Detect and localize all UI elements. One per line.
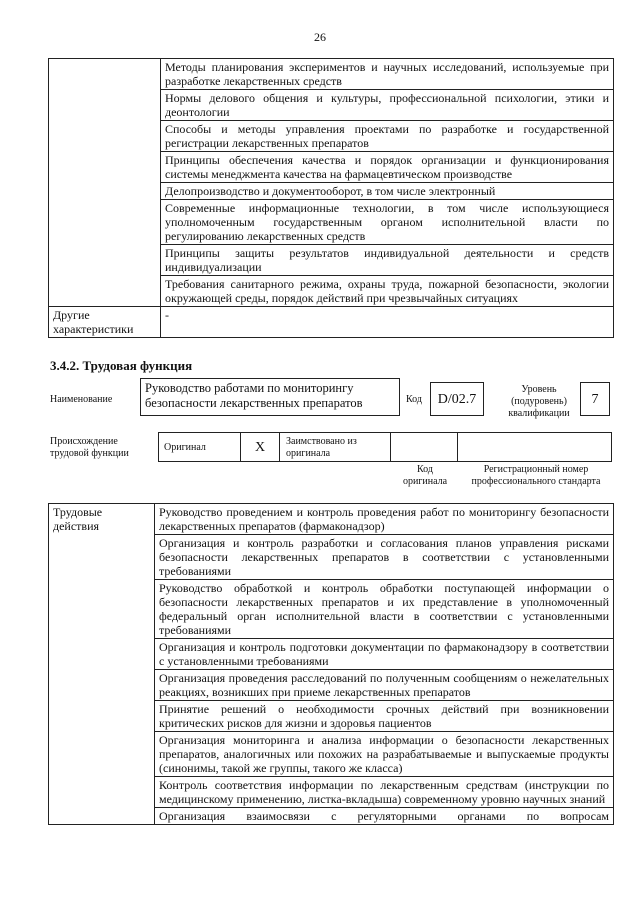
reg-number-label: Регистрационный номер профессионального стандарта	[471, 464, 601, 487]
table-cell: Организация проведения расследований по полученным сообщениям о нежелательных реакциях, возникших при приеме лекарственных препаратов	[155, 670, 614, 701]
table-cell: Контроль соответствия информации по лекарственным средствам (инструкции по медицинскому применению, листка-вкладыша) современному уровню научных знаний	[155, 777, 614, 808]
original-label: Оригинал	[164, 442, 206, 453]
code-value: D/02.7	[430, 382, 484, 416]
table-cell: Организация и контроль разработки и согласования планов управления рисками безопасности лекарственных препаратов в соответствии с установленными требованиями	[155, 535, 614, 580]
knowledge-table	[48, 58, 614, 338]
code-label: Код	[406, 394, 422, 405]
table-cell: Способы и методы управления проектами по разработке и государственной регистрации лекарственных препаратов	[161, 121, 614, 152]
table-cell: Организация взаимосвязи с регуляторными органами по вопросам	[155, 808, 614, 825]
name-value: Руководство работами по мониторингу безопасности лекарственных препаратов	[140, 378, 400, 416]
page-number: 26	[314, 30, 326, 44]
table-cell: Методы планирования экспериментов и научных исследований, используемые при разработке лекарственных средств	[161, 59, 614, 90]
table-cell: Организация мониторинга и анализа информации о безопасности лекарственных препаратов, аналогичных или похожих на разрабатываемые и выпускаемые продукты (синонимы, такой же группы, такого же класса)	[155, 732, 614, 777]
table-cell: Организация и контроль подготовки документации по фармаконадзору в соответствии с установленными требованиями	[155, 639, 614, 670]
level-label: Уровень (подуровень) квалификации	[508, 384, 570, 419]
other-characteristics-label: Другие характеристики	[49, 307, 161, 338]
labour-actions-table	[48, 503, 614, 825]
origin-label: Происхождение трудовой функции	[50, 436, 129, 459]
name-label: Наименование	[50, 394, 113, 405]
labour-actions-label: Трудовые действия	[49, 504, 155, 825]
table-cell: Руководство проведением и контроль проведения работ по мониторингу безопасности лекарственных препаратов (фармаконадзор)	[155, 504, 614, 535]
section-title: 3.4.2. Трудовая функция	[50, 358, 193, 373]
table-row	[49, 307, 614, 338]
other-characteristics-value: -	[161, 307, 614, 338]
table-cell: Делопроизводство и документооборот, в том числе электронный	[161, 183, 614, 200]
table-row	[49, 504, 614, 535]
table-cell: Принципы защиты результатов индивидуальной деятельности и средств индивидуализации	[161, 245, 614, 276]
code-original-cell	[390, 432, 458, 462]
table-cell: Современные информационные технологии, в том числе использующиеся уполномоченным государственным органом исполнительной власти по регулированию лекарственных средств	[161, 200, 614, 245]
table-cell: Принятие решений о необходимости срочных действий при возникновении критических рисков для жизни и здоровья пациентов	[155, 701, 614, 732]
table-cell: Требования санитарного режима, охраны труда, пожарной безопасности, экологии окружающей среды, порядок действий при чрезвычайных ситуациях	[161, 276, 614, 307]
level-value: 7	[580, 382, 610, 416]
table-cell: Руководство обработкой и контроль обработки поступающей информации о безопасности лекарственных препаратов и их представление в уполномоченный федеральный орган исполнительной власти в соответствии с установленными требованиями	[155, 580, 614, 639]
code-original-label: Код оригинала	[402, 464, 448, 487]
original-mark: X	[240, 432, 280, 462]
borrowed-label: Заимствовано из оригинала	[286, 436, 357, 459]
table-cell: Нормы делового общения и культуры, профессиональной психологии, этики и деонтологии	[161, 90, 614, 121]
table-cell: Принципы обеспечения качества и порядок организации и функционирования системы менеджмента качества на фармацевтическом производстве	[161, 152, 614, 183]
table-left-cell	[49, 59, 161, 307]
table-row	[49, 59, 614, 90]
